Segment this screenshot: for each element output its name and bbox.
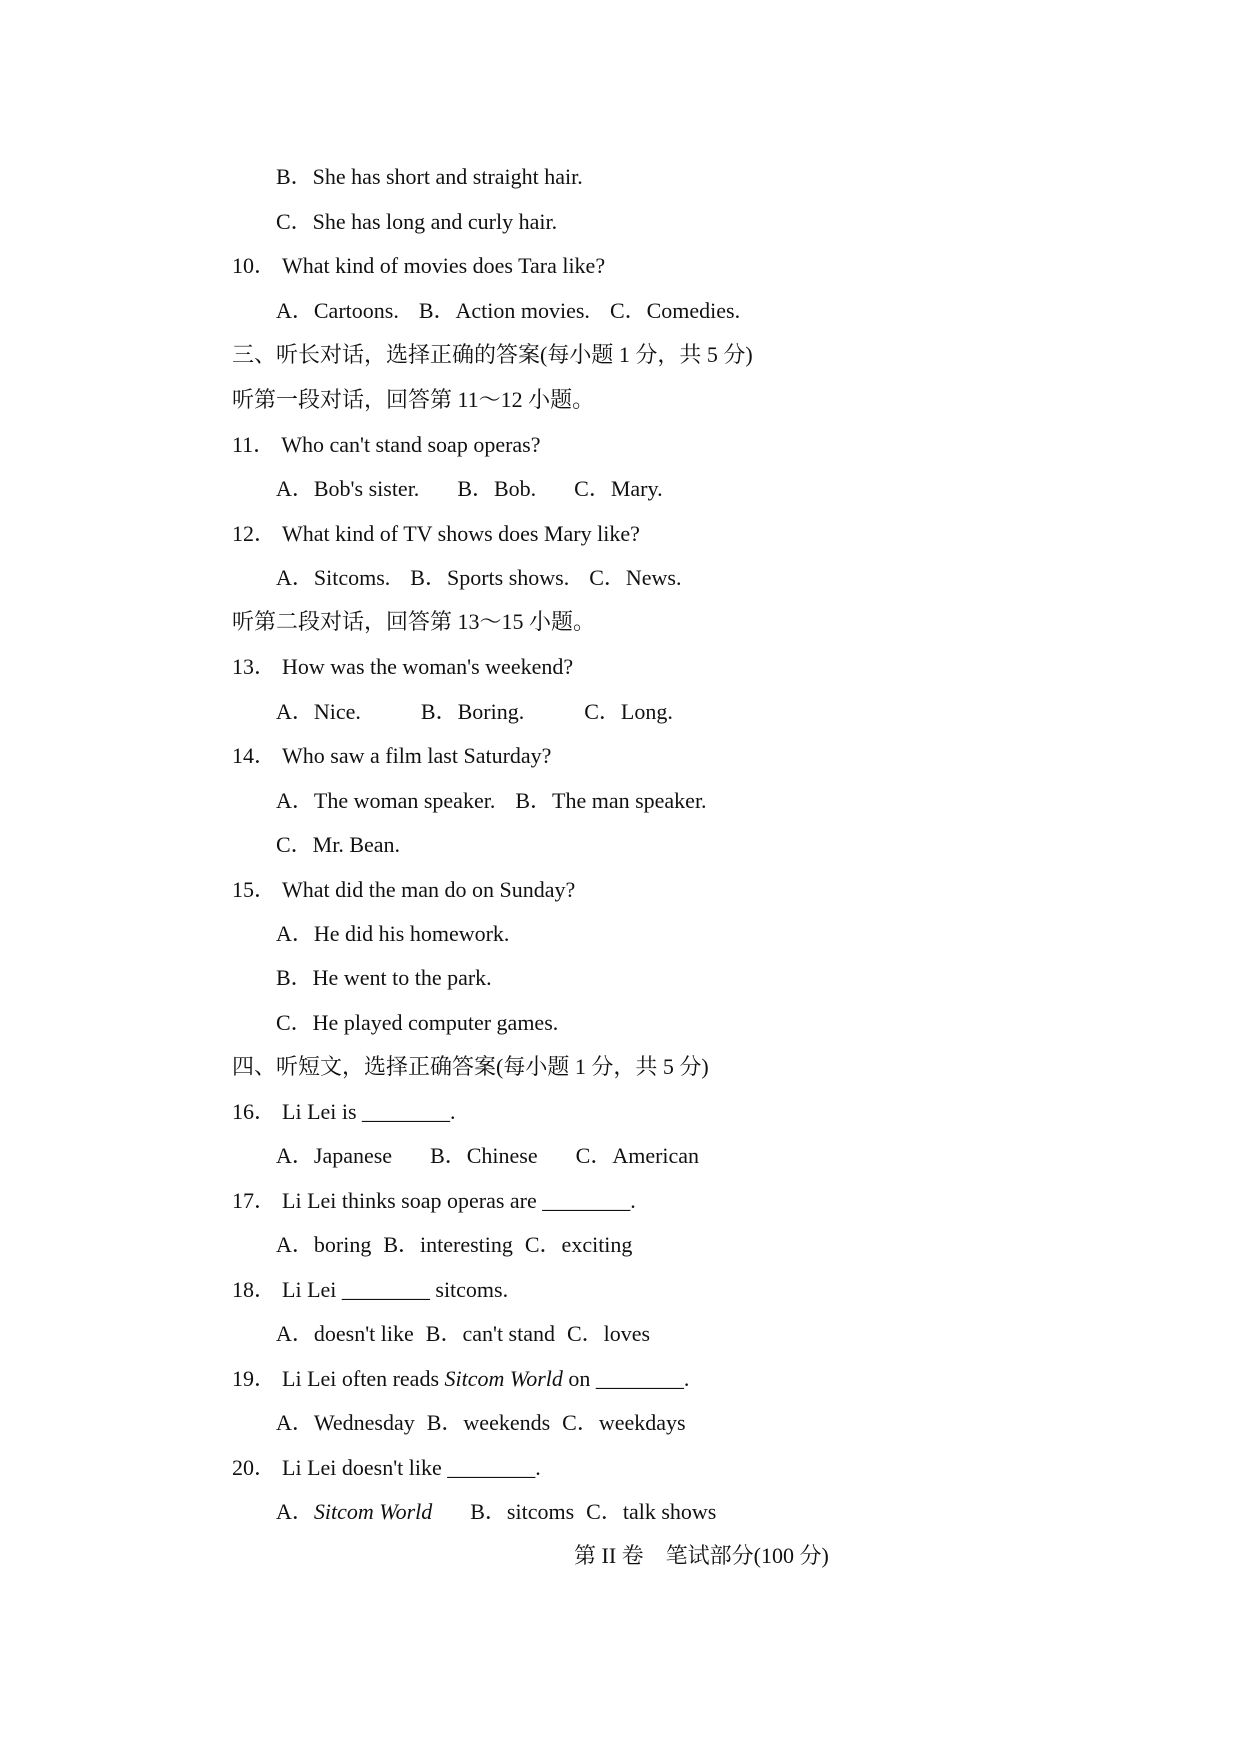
option-a: A．The woman speaker. [276, 788, 496, 813]
option-a: A．Nice. [276, 699, 361, 724]
q14-options-ab [276, 786, 707, 816]
option-a: A．Bob's sister. [276, 476, 420, 501]
question-20 [232, 1453, 541, 1483]
question-number: 17． [232, 1188, 277, 1213]
question-11 [232, 430, 541, 460]
dialog-1-instruction: 听第一段对话，回答第 11～12 小题。 [232, 387, 595, 412]
question-number: 16． [232, 1099, 277, 1124]
option-c: C．American [575, 1143, 700, 1168]
q16-options [276, 1141, 699, 1171]
option-a: A．doesn't like [276, 1321, 414, 1346]
option-b: B．Action movies. [418, 298, 590, 323]
part-2-title: 第 II 卷 笔试部分(100 分) [574, 1543, 829, 1568]
question-12 [232, 519, 640, 549]
question-text: Li Lei thinks soap operas are ________. [282, 1188, 636, 1213]
q19-options [276, 1408, 686, 1438]
question-text: Who saw a film last Saturday? [282, 743, 552, 768]
option-a: A．Wednesday [276, 1410, 415, 1435]
question-text: What kind of movies does Tara like? [282, 253, 606, 278]
question-number: 19． [232, 1366, 277, 1391]
option-a-italic: Sitcom World [313, 1499, 433, 1524]
q9-option-b: B．She has short and straight hair. [276, 164, 583, 189]
question-15 [232, 875, 575, 905]
question-text: Li Lei ________ sitcoms. [282, 1277, 509, 1302]
question-text-after: on ________. [562, 1366, 690, 1391]
option-c: C．Long. [584, 699, 673, 724]
option-c: C．loves [567, 1321, 651, 1346]
question-number: 20． [232, 1455, 277, 1480]
option-c: C．Mary. [574, 476, 663, 501]
question-text: Li Lei is ________. [282, 1099, 456, 1124]
question-18 [232, 1275, 508, 1305]
option-b: B．The man speaker. [515, 788, 707, 813]
q15-option-b: B．He went to the park. [276, 965, 492, 990]
option-b: B．sitcoms [470, 1499, 575, 1524]
q11-options [276, 474, 663, 504]
question-text: What kind of TV shows does Mary like? [282, 521, 640, 546]
section-3-title: 三、听长对话，选择正确的答案(每小题 1 分，共 5 分) [232, 342, 753, 367]
question-17 [232, 1186, 636, 1216]
question-text-italic: Sitcom World [444, 1366, 563, 1391]
question-number: 12． [232, 521, 277, 546]
question-text: Li Lei doesn't like ________. [282, 1455, 541, 1480]
option-b: B．interesting [383, 1232, 513, 1257]
option-c: C．News. [589, 565, 682, 590]
option-b: B．can't stand [425, 1321, 555, 1346]
q20-options [276, 1497, 716, 1527]
question-text-before: Li Lei often reads [282, 1366, 445, 1391]
q10-options [276, 296, 740, 326]
q14-option-c: C．Mr. Bean. [276, 832, 401, 857]
question-13 [232, 652, 573, 682]
question-number: 10． [232, 253, 277, 278]
option-c: C．talk shows [586, 1499, 717, 1524]
option-b: B．Chinese [430, 1143, 538, 1168]
option-a-letter: A． [276, 1499, 314, 1524]
option-a: A．Cartoons. [276, 298, 399, 323]
option-c: C．exciting [524, 1232, 633, 1257]
q18-options [276, 1319, 650, 1349]
option-a: A．Sitcoms. [276, 565, 391, 590]
question-10 [232, 251, 605, 281]
question-number: 11． [232, 432, 276, 457]
q17-options [276, 1230, 632, 1260]
q12-options [276, 563, 682, 593]
option-b: B．weekends [426, 1410, 551, 1435]
option-b: B．Bob. [457, 476, 537, 501]
option-b: B．Sports shows. [410, 565, 570, 590]
question-number: 15． [232, 877, 277, 902]
question-text: What did the man do on Sunday? [282, 877, 576, 902]
question-number: 14． [232, 743, 277, 768]
dialog-2-instruction: 听第二段对话，回答第 13～15 小题。 [232, 609, 596, 634]
q13-options [276, 697, 673, 727]
question-16 [232, 1097, 456, 1127]
q9-option-c: C．She has long and curly hair. [276, 209, 558, 234]
option-b: B．Boring. [420, 699, 525, 724]
q15-option-a: A．He did his homework. [276, 921, 510, 946]
section-4-title: 四、听短文，选择正确答案(每小题 1 分，共 5 分) [232, 1054, 709, 1079]
option-a: A．Japanese [276, 1143, 393, 1168]
question-text: Who can't stand soap operas? [281, 432, 541, 457]
question-number: 18． [232, 1277, 277, 1302]
option-c: C．weekdays [562, 1410, 686, 1435]
option-a: A．boring [276, 1232, 372, 1257]
option-c: C．Comedies. [609, 298, 741, 323]
question-19 [232, 1364, 689, 1394]
question-number: 13． [232, 654, 277, 679]
question-14 [232, 741, 551, 771]
q15-option-c: C．He played computer games. [276, 1010, 559, 1035]
question-text: How was the woman's weekend? [282, 654, 574, 679]
